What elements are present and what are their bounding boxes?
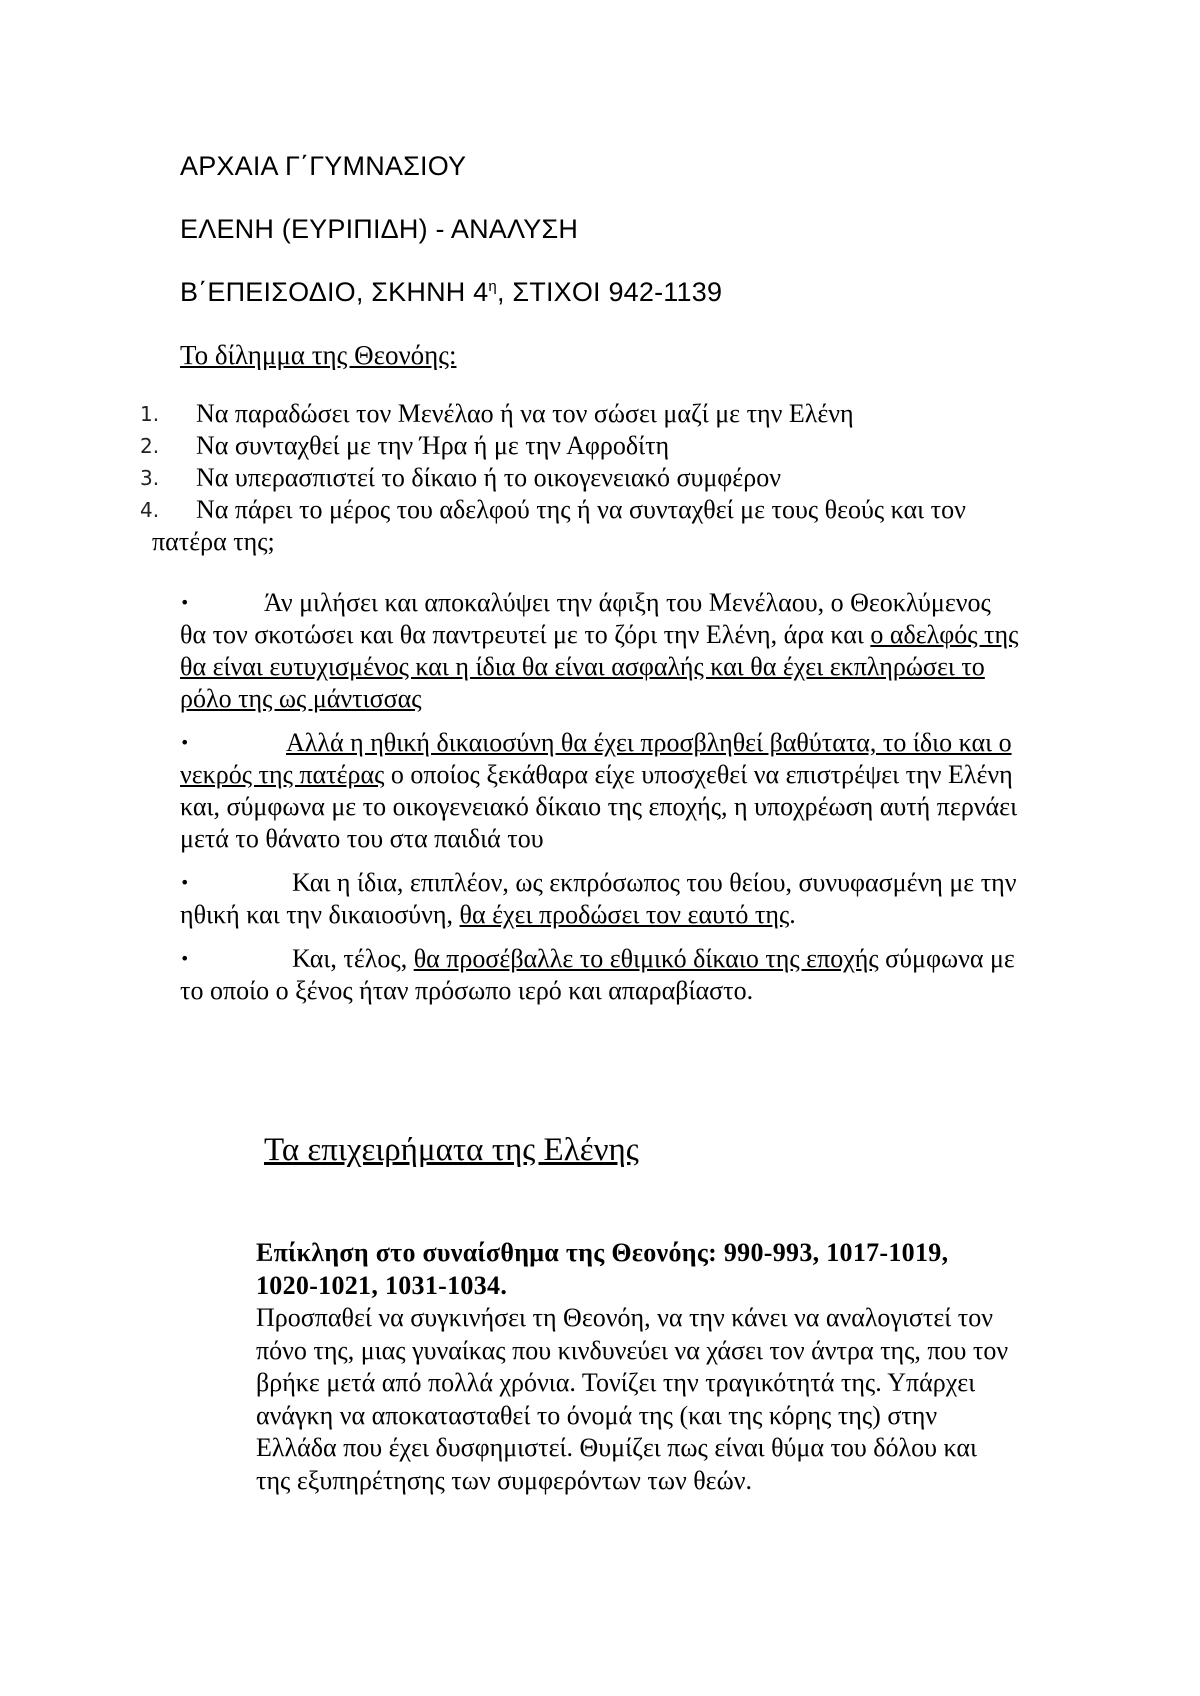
list-item (140, 398, 1040, 430)
bullet-item (180, 943, 1020, 1007)
bullet-underlined-text: ο αδελφός της θα είναι ευτυχισμένος και η ίδια θα είναι ασφαλής και θα έχει εκπληρώσει το ρόλο της ως μάντισσας (180, 620, 1019, 713)
heading-title: ΕΛΕΝΗ (ΕΥΡΙΠΙΔΗ) - ΑΝΑΛΥΣΗ (180, 214, 579, 244)
bullet-dot: • (180, 873, 190, 892)
list-item-text: Να παραδώσει τον Μενέλαο ή να τον σώσει μαζί με την Ελένη (196, 399, 854, 428)
section-title: Τα επιχειρήματα της Ελένης (264, 1132, 639, 1168)
bullet-dot: • (180, 733, 190, 752)
list-number: 4. (140, 498, 160, 522)
heading-subject: ΑΡΧΑΙΑ Γ΄ΓΥΜΝΑΣΙΟΥ (180, 151, 467, 181)
list-item-text: Να υπερασπιστεί το δίκαιο ή το οικογενειακό συμφέρον (196, 463, 781, 492)
list-item-text: Να πάρει το μέρος του αδελφού της ή να συνταχθεί με τους θεούς και τον πατέρα της; (152, 495, 966, 556)
bullet-item (180, 867, 1020, 931)
argument-heading: Επίκληση στο συναίσθημα της Θεονόης: 990-993, 1017-1019, 1020-1021, 1031-1034. (256, 1238, 949, 1300)
consequence-bullets (180, 587, 1020, 1019)
heading-episode-sup: η (488, 278, 497, 295)
bullet-underlined-text: Αλλά η ηθική δικαιοσύνη θα έχει προσβληθεί βαθύτατα, το ίδιο και ο νεκρός της πατέρας (180, 728, 1012, 789)
bullet-text: ο οποίος ξεκάθαρα είχε υποσχεθεί να επιστρέψει την Ελένη και, σύμφωνα με το οικογενειακό δίκαιο της εποχής, η υποχρέωση αυτή περνάει μετά το θάνατο του στα παιδιά του (180, 760, 1018, 853)
list-item (140, 430, 1040, 462)
bullet-underlined-text: θα έχει προδώσει τον εαυτό της (459, 900, 790, 929)
list-number: 2. (140, 434, 160, 458)
list-item (140, 462, 1040, 494)
list-item (96, 494, 1040, 558)
heading-episode-prefix: Β΄ΕΠΕΙΣΟΔΙΟ, ΣΚΗΝΗ 4 (180, 277, 489, 307)
bullet-item (180, 727, 1020, 855)
heading-episode (180, 276, 722, 308)
list-item-text: Να συνταχθεί με την Ήρα ή με την Αφροδίτη (196, 431, 670, 460)
bullet-text: Και η ίδια, επιπλέον, ως εκπρόσωπος του θείου, συνυφασμένη με την ηθική και την δικαιοσύνη, (180, 868, 1017, 929)
dilemma-list (140, 398, 1040, 558)
bullet-text-end: . (789, 900, 796, 929)
argument-text: Προσπαθεί να συγκινήσει τη Θεονόη, να την κάνει να αναλογιστεί τον πόνο της, μιας γυναίκας που κινδυνεύει να χάσει τον άντρα της, που τον βρήκε μετά από πολλά χρόνια. Τονίζει την τραγικότητά της. Υπάρχει ανάγκη να αποκατασταθεί το όνομά της (και της κόρης της) στην Ελλάδα που έχει δυσφημιστεί. Θυμίζει πως είναι θύμα του δόλου και της εξυπηρέτησης των συμφερόντων των θεών. (256, 1303, 1009, 1495)
bullet-dot: • (180, 949, 190, 968)
argument-block (256, 1237, 1016, 1497)
bullet-dot: • (180, 593, 190, 612)
bullet-underlined-text: θα προσέβαλλε το εθιμικό δίκαιο της εποχής (413, 944, 879, 973)
bullet-item (180, 587, 1020, 715)
bullet-text: Και, τέλος, (292, 944, 414, 973)
heading-episode-suffix: , ΣΤΙΧΟΙ 942-1139 (496, 277, 723, 307)
list-number: 3. (140, 466, 160, 490)
bullet-text-end: σύμφωνα με το οποίο ο ξένος ήταν πρόσωπο ιερό και απαραβίαστο. (180, 944, 1015, 1005)
dilemma-title: Το δίλημμα της Θεονόης: (180, 340, 457, 370)
list-number: 1. (140, 402, 160, 426)
bullet-text: Άν μιλήσει και αποκαλύψει την άφιξη του Μενέλαου, ο Θεοκλύμενος θα τον σκοτώσει και θα παντρευτεί με το ζόρι την Ελένη, άρα και (180, 588, 991, 649)
